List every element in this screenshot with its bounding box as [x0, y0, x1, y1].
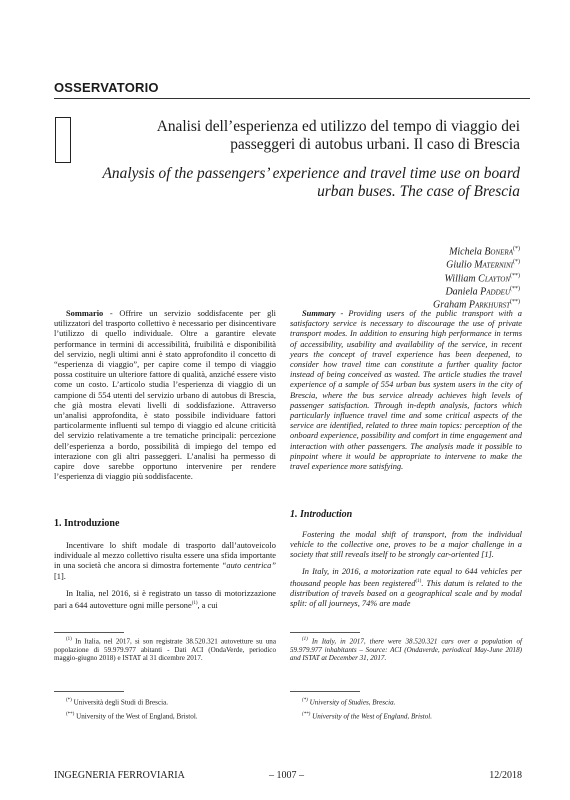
summary-paragraph [290, 309, 522, 472]
affiliation-rule [54, 691, 124, 692]
affiliations-it: (*) Università degli Studi di Brescia. (**) University of the West of England, Bristol. [66, 698, 198, 721]
header-rule [54, 98, 530, 99]
issue-date: 12/2018 [489, 770, 522, 781]
sommario-label: Sommario [66, 309, 104, 318]
introduction-body [290, 530, 522, 609]
footnote-rule [290, 632, 360, 633]
heading-introduzione: 1. Introduzione [54, 518, 120, 529]
author: William Clayton(**) [444, 272, 520, 284]
introduzione-paragraph-1: Incentivare lo shift modale di trasporto dall’autoveicolo individuale al mezzo collettivo risulta essere una sfida importante in una società che ancora si dimostra fortemente “auto centrica” [1]. [54, 541, 276, 581]
summary-block [290, 309, 522, 472]
author: Daniela Paddeu(**) [445, 285, 520, 298]
introduction-paragraph-2: In Italy, in 2016, a motorization rate equal to 644 vehicles per thousand people has been registered$^{(1)}$. This datum is related to the distribution of travels based on a geographical scale and by modal split: of all journeys, 74% are made [290, 566, 522, 609]
introduction-paragraph-1: Fostering the modal shift of transport, from the individual vehicle to the collective one, proves to be a major challenge in a society that still reveals itself to be strongly car-oriented [1]. [290, 530, 522, 560]
sommario-text: - Offrire un servizio soddisfacente per gli utilizzatori del trasporto collettivo è necessario per disincentivare l’utilizzo di quello individuale. Oltre a garantire elevate performance in termini di accessibilità, fruibilità e disponibilità del servizio, negli ultimi anni è stato approfondito il concetto di “esperienza di viaggio”, per capire come il tempo di viaggio possa costituire un ulteriore fattore di qualità, anziché essere visto come un costo. L’articolo studia l’esperienza di viaggio di un campione di 554 utenti del servizio urbano di autobus di Brescia, che già mostra elevati livelli di soddisfazione. Attraverso un’analisi approfondita, è stato possibile individuare fattori particolarmente influenti sul tempo di viaggio ed alcune criticità del servizio relativamente a tre tematiche principali: percezione dell’esperienza a bordo, possibilità di impiego del tempo ed interazione con gli altri passeggeri. L’analisi ha permesso di capire dove sarebbe opportuno intervenire per rendere l’esperienza di viaggio più soddisfacente. [54, 309, 276, 482]
author: Michela Bonera(*) [449, 246, 520, 258]
author: Giulio Maternini(*) [446, 259, 520, 271]
section-label: OSSERVATORIO [54, 80, 159, 95]
sommario-block [54, 309, 276, 482]
author: Graham Parkhurst(**) [433, 299, 520, 311]
affiliation-rule [290, 691, 360, 692]
page-footer [54, 770, 522, 784]
sommario-paragraph [54, 309, 276, 482]
author-list [300, 244, 520, 311]
decorative-box [55, 117, 71, 163]
footnote-en: $^{(1)}$ In Italy, in 2017, there were 38.520.321 cars over a population of 59.979.977 inhabitants – Source: ACI (Ondaverde, periodical May-June 2018) and ISTAT at December 31, 2017. [290, 637, 522, 663]
introduzione-paragraph-2: In Italia, nel 2016, si è registrato un tasso di motorizzazione pari a 644 autovetture ogni mille persone$^{(1)}$, a cui [54, 588, 276, 610]
page-number: – 1007 – [269, 770, 304, 781]
summary-text: - Providing users of the public transport with a satisfactory service is necessary to discourage the use of private transport modes. In addition to ensuring high performance in terms of accessibility, usability and availability of the service, in recent years the concept of travel experience has been deepened, to consider how travel time can constitute a further quality factor instead of being conceived as wasted. The article studies the travel experience of a sample of 554 urban bus system users in the city of Brescia, where the bus service already achieves high levels of passenger satisfaction. Through in-depth analysis, factors which particularly influence travel time and some critical aspects of the service are identified, related to three main topics: perception of the onboard experience, possibility and comfort in time engagement and interaction with other passengers. The analysis made it possible to pinpoint where it would be appropriate to intervene to make the travel experience more satisfying. [290, 309, 522, 472]
affiliations-en: (*) University of Studies, Brescia. (**) University of the West of England, Bristol. [302, 698, 433, 721]
heading-introduction: 1. Introduction [290, 509, 353, 520]
title-english: Analysis of the passengers’ experience and travel time use on board urban buses. The case of Brescia [102, 165, 520, 200]
footnote-it: $^{(1)}$ In Italia, nel 2017, si son registrate 38.520.321 autovetture su una popolazione di 59.979.977 abitanti - Dati ACI (OndaVerde, periodico maggio-giugno 2018) e ISTAT al 31 dicembre 2017. [54, 637, 276, 663]
title-italian: Analisi dell’esperienza ed utilizzo del tempo di viaggio dei passeggeri di autobus urbani. Il caso di Brescia [156, 118, 520, 153]
footnote-rule [54, 632, 124, 633]
introduzione-body [54, 541, 276, 611]
journal-name: INGEGNERIA FERROVIARIA [54, 770, 185, 781]
summary-label: Summary [302, 309, 336, 318]
